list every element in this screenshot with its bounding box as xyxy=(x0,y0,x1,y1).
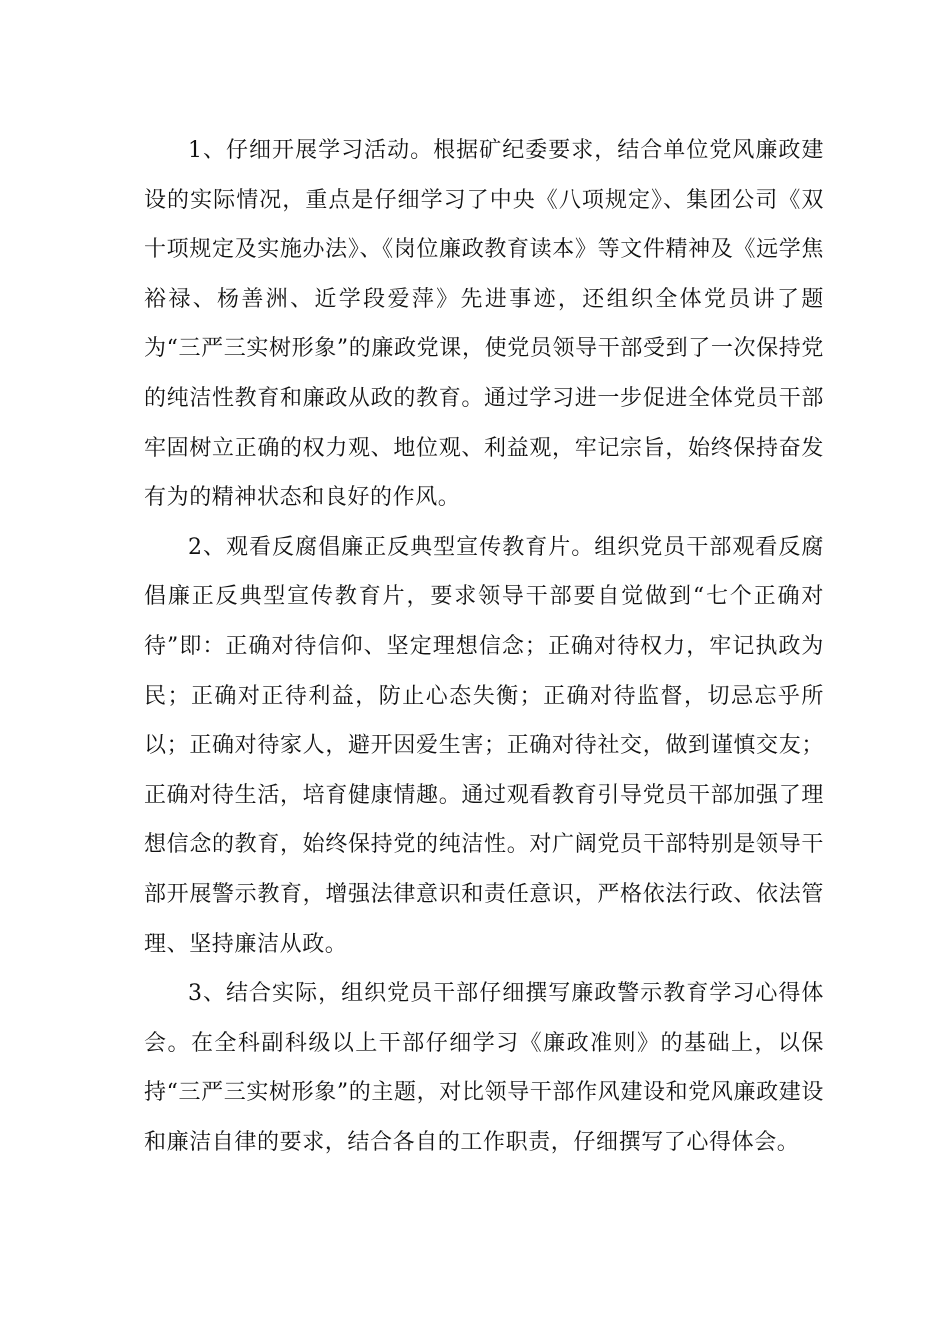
paragraph-write-experience: 3、结合实际，组织党员干部仔细撰写廉政警示教育学习心得体会。在全科副科级以上干部仔细学习《廉政准则》的基础上，以保持“三严三实树形象”的主题，对比领导干部作风建设和党风廉政建设和廉洁自律的要求，结合各自的工作职责，仔细撰写了心得体会。 xyxy=(144,981,824,1155)
paragraph-study-activities: 1、仔细开展学习活动。根据矿纪委要求，结合单位党风廉政建设的实际情况，重点是仔细学习了中央《八项规定》、集团公司《双十项规定及实施办法》、《岗位廉政教育读本》等文件精神及《远学焦裕禄、杨善洲、近学段爱萍》先进事迹，还组织全体党员讲了题为“三严三实树形象”的廉政党课，使党员领导干部受到了一次保持党的纯洁性教育和廉政从政的教育。通过学习进一步促进全体党员干部牢固树立正确的权力观、地位观、利益观，牢记宗旨，始终保持奋发有为的精神状态和良好的作风。 xyxy=(144,138,824,511)
paragraph-watch-education-film: 2、观看反腐倡廉正反典型宣传教育片。组织党员干部观看反腐倡廉正反典型宣传教育片，要求领导干部要自觉做到“七个正确对待”即：正确对待信仰、坚定理想信念；正确对待权力，牢记执政为民；正确对正待利益，防止心态失衡；正确对待监督，切忌忘乎所以；正确对待家人，避开因爱生害；正确对待社交，做到谨慎交友；正确对待生活，培育健康情趣。通过观看教育引导党员干部加强了理想信念的教育，始终保持党的纯洁性。对广阔党员干部特别是领导干部开展警示教育，增强法律意识和责任意识，严格依法行政、依法管理、坚持廉洁从政。 xyxy=(144,534,824,957)
document-body xyxy=(144,126,824,1167)
